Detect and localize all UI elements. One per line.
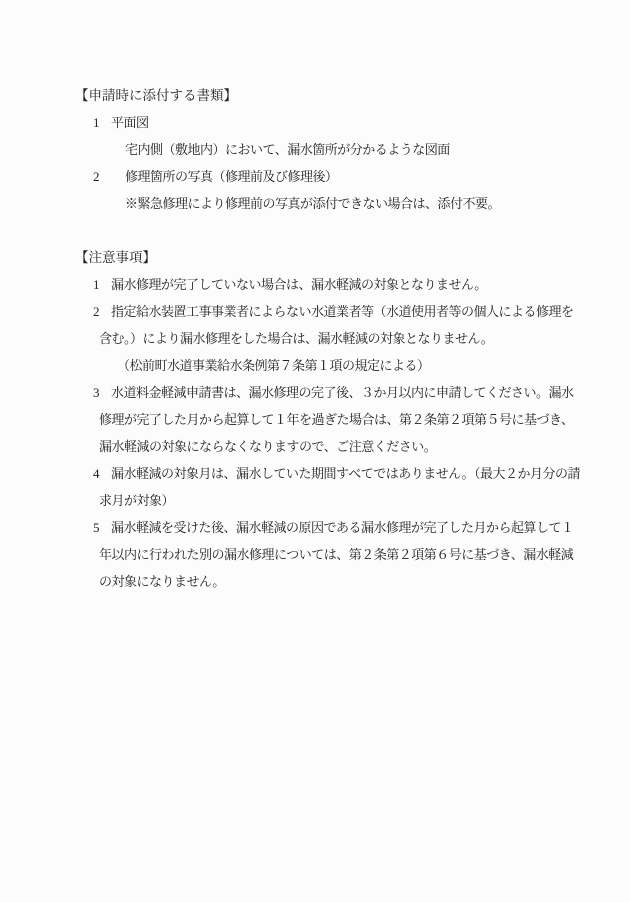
notes-item-2-number: 2 [93,304,100,319]
attachments-item-1-detail: 宅内側（敷地内）において、漏水箇所が分かるような図面 [125,142,450,157]
notes-item-3-number: 3 [93,385,100,400]
attachments-item-2-text: 修理箇所の写真（修理前及び修理後） [125,169,338,184]
notes-item-1-line-1: 漏水修理が完了していない場合は、漏水軽減の対象となりません。 [111,277,487,292]
notes-item-5-number: 5 [93,520,100,535]
notes-item-3-line-3: 漏水軽減の対象にならなくなりますので、ご注意ください。 [99,439,437,454]
notes-item-4 [93,466,580,481]
attachments-item-1-number: 1 [93,115,100,130]
notes-item-1-number: 1 [93,277,100,292]
notes-item-4-number: 4 [93,466,100,481]
notes-item-4-line-2: 求月が対象） [99,493,175,508]
notes-item-5-line-1: 漏水軽減を受けた後、漏水軽減の原因である漏水修理が完了した月から起算して１ [111,520,574,535]
attachments-section-heading: 【申請時に添付する書類】 [75,88,237,103]
notes-item-3 [93,385,574,400]
notes-item-2-line-2: 含む。）により漏水修理をした場合は、漏水軽減の対象となりません。 [99,331,494,346]
notes-item-2-line-1: 指定給水装置工事事業者によらない水道業者等（水道使用者等の個人による修理を [111,304,574,319]
attachments-item-2 [93,169,338,184]
notes-item-5-line-2: 年以内に行われた別の漏水修理については、第２条第２項第６号に基づき、漏水軽減 [99,547,574,562]
notes-item-4-line-1: 漏水軽減の対象月は、漏水していた期間すべてではありません。（最大２か月分の請 [111,466,581,481]
notes-item-5 [93,520,574,535]
notes-section-heading: 【注意事項】 [75,250,156,265]
notes-item-3-line-1: 水道料金軽減申請書は、漏水修理の完了後、３か月以内に申請してください。漏水 [111,385,574,400]
attachments-item-2-note: ※緊急修理により修理前の写真が添付できない場合は、添付不要。 [125,196,501,211]
notes-item-3-line-2: 修理が完了した月から起算して１年を過ぎた場合は、第２条第２項第５号に基づき、 [99,412,574,427]
attachments-item-1 [93,115,149,130]
notes-item-2-line-3: （松前町水道事業給水条例第７条第１項の規定による） [117,358,430,373]
notes-item-2 [93,304,574,319]
notes-item-5-line-3: の対象になりません。 [99,574,225,589]
attachments-item-2-number: 2 [93,169,100,184]
attachments-item-1-text: 平面図 [111,115,149,130]
notes-item-1 [93,277,487,292]
